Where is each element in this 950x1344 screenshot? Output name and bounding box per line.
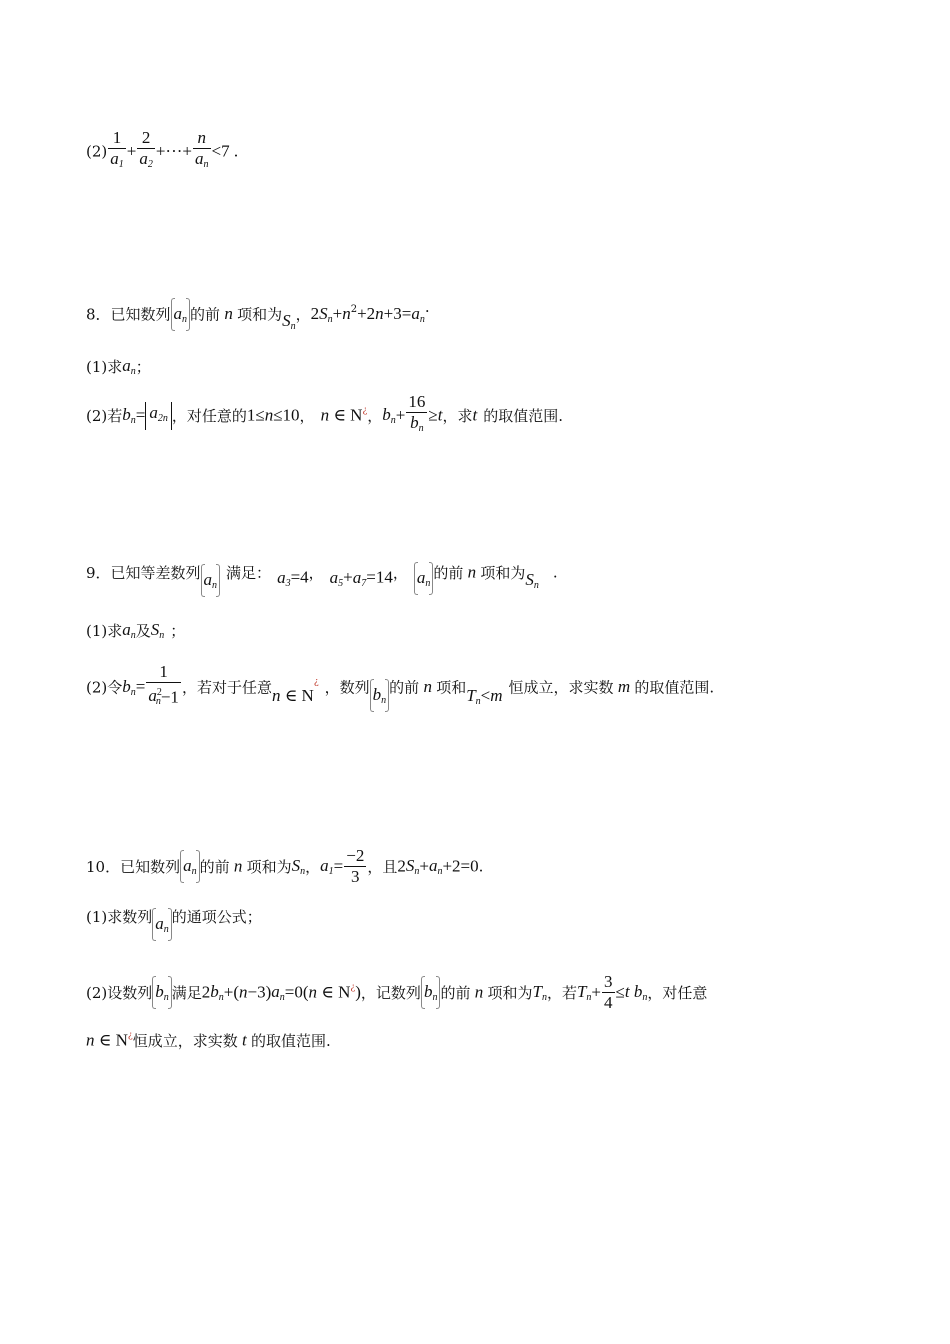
inequality-end: <7 . [211, 141, 239, 161]
part-label: (2)设数列 [86, 984, 153, 1002]
fraction: $\frac{1}{a^2_n-1}$ [146, 662, 181, 712]
text: ，若对于任意 [181, 678, 272, 697]
text: 的前 [433, 564, 464, 582]
fraction: $\frac{2}{a_2}$ [137, 128, 155, 175]
text: 满足： [226, 564, 272, 582]
problem-8-part-2: (2)若$b_n= a_{2n}$ ，对任意的1≤n≤10， n ∈ N¿，$b_n+$ $\frac{16}{b_n}$ ≥t，求t 的取值范围. [86, 392, 563, 439]
problem-8-part-1: (1)求$a_n$； [86, 356, 151, 377]
problem-7-part-2: (2) $\frac{1}{a_1}$ + $\frac{2}{a_2}$ +···+ $\frac{n}{a_n}$ <7 . [86, 128, 238, 175]
text: 的前 [440, 984, 471, 1002]
text: 的取值范围. [483, 407, 563, 425]
text: 的取值范围. [634, 678, 715, 697]
text: 项和为 [480, 564, 526, 582]
problem-number: 9．已知等差数列 [86, 564, 201, 582]
text: ，若 [546, 984, 577, 1002]
fraction: $\frac{16}{b_n}$ [406, 392, 427, 439]
part-label: (1)求数列 [86, 908, 153, 926]
text: 且 [382, 858, 398, 876]
part-label: (2)令 [86, 678, 123, 697]
part-label: (2) [86, 142, 108, 161]
text: 的取值范围. [250, 1032, 331, 1050]
part-label: (1)求 [86, 358, 123, 376]
problem-number: 8．已知数列 [86, 305, 171, 324]
part-label: (1)求 [86, 622, 123, 640]
text: 项和为 [487, 984, 533, 1002]
fraction: $\frac{-2}{3}$ [346, 846, 365, 886]
text: 的前 [199, 858, 230, 876]
text: ，记数列 [360, 984, 421, 1002]
problem-10-part-1: (1)求数列 $a_n$的通项公式； [86, 908, 262, 935]
problem-9-stem: 9．已知等差数列 $a_n$满足： $a_3=4$， $a_5+a_7=14$， $a_n$的前 n 项和为$S_n$. [86, 562, 558, 591]
problem-10-part-2-cont: n ∈ N¿恒成立，求实数 t 的取值范围. [86, 1030, 331, 1050]
problem-9-part-1: (1)求$a_n$及$S_n$ ； [86, 620, 186, 641]
fraction: $\frac{n}{a_n}$ [193, 128, 211, 175]
text: 项和为 [246, 858, 292, 876]
problem-number: 10．已知数列 [86, 858, 181, 876]
text: 的前 [389, 678, 420, 697]
problem-10-part-2: (2)设数列 $b_n$ 满足$2b_n+(n-3)a_n=0(n$ ∈ N¿)，记数列 $b_n$ 的前 n 项和为$T_n$，若$T_n+$ $\frac{3}{4}$ ≤t $b_n$，对任意 [86, 972, 708, 1012]
text: 满足 [171, 984, 202, 1002]
text: 项和为 [237, 305, 283, 324]
fraction: $\frac{3}{4}$ [604, 972, 613, 1012]
fraction: $\frac{1}{a_1}$ [108, 128, 126, 175]
text: 恒成立，求实数 [508, 678, 614, 697]
text: 的前 [190, 305, 221, 324]
text: 及 [135, 622, 151, 640]
part-label: (2)若 [86, 407, 123, 425]
text: ，求 [442, 407, 473, 425]
text: ，对任意 [647, 984, 708, 1002]
text: 的通项公式； [171, 908, 262, 926]
text: ，数列 [324, 678, 370, 697]
text: 项和 [436, 678, 467, 697]
problem-9-part-2: (2)令$b_n=$ $\frac{1}{a^2_n-1}$ ，若对于任意n ∈ N¿ ，数列 $b_n$的前 n 项和$T_n<m$ 恒成立，求实数 m 的取值范围. [86, 662, 714, 712]
problem-8-stem: 8．已知数列 $a_n$ 的前 n 项和为$S_n$，$2S_n+n^2+2n+3=a_n$. [86, 298, 430, 332]
text: 恒成立，求实数 [132, 1032, 238, 1050]
problem-10-stem: 10．已知数列 $a_n$ 的前 n 项和为$S_n$，$a_1=$ $\frac{-2}{3}$ ，且$2S_n+a_n+2=0$. [86, 846, 484, 886]
text: ，对任意的 [171, 407, 247, 425]
